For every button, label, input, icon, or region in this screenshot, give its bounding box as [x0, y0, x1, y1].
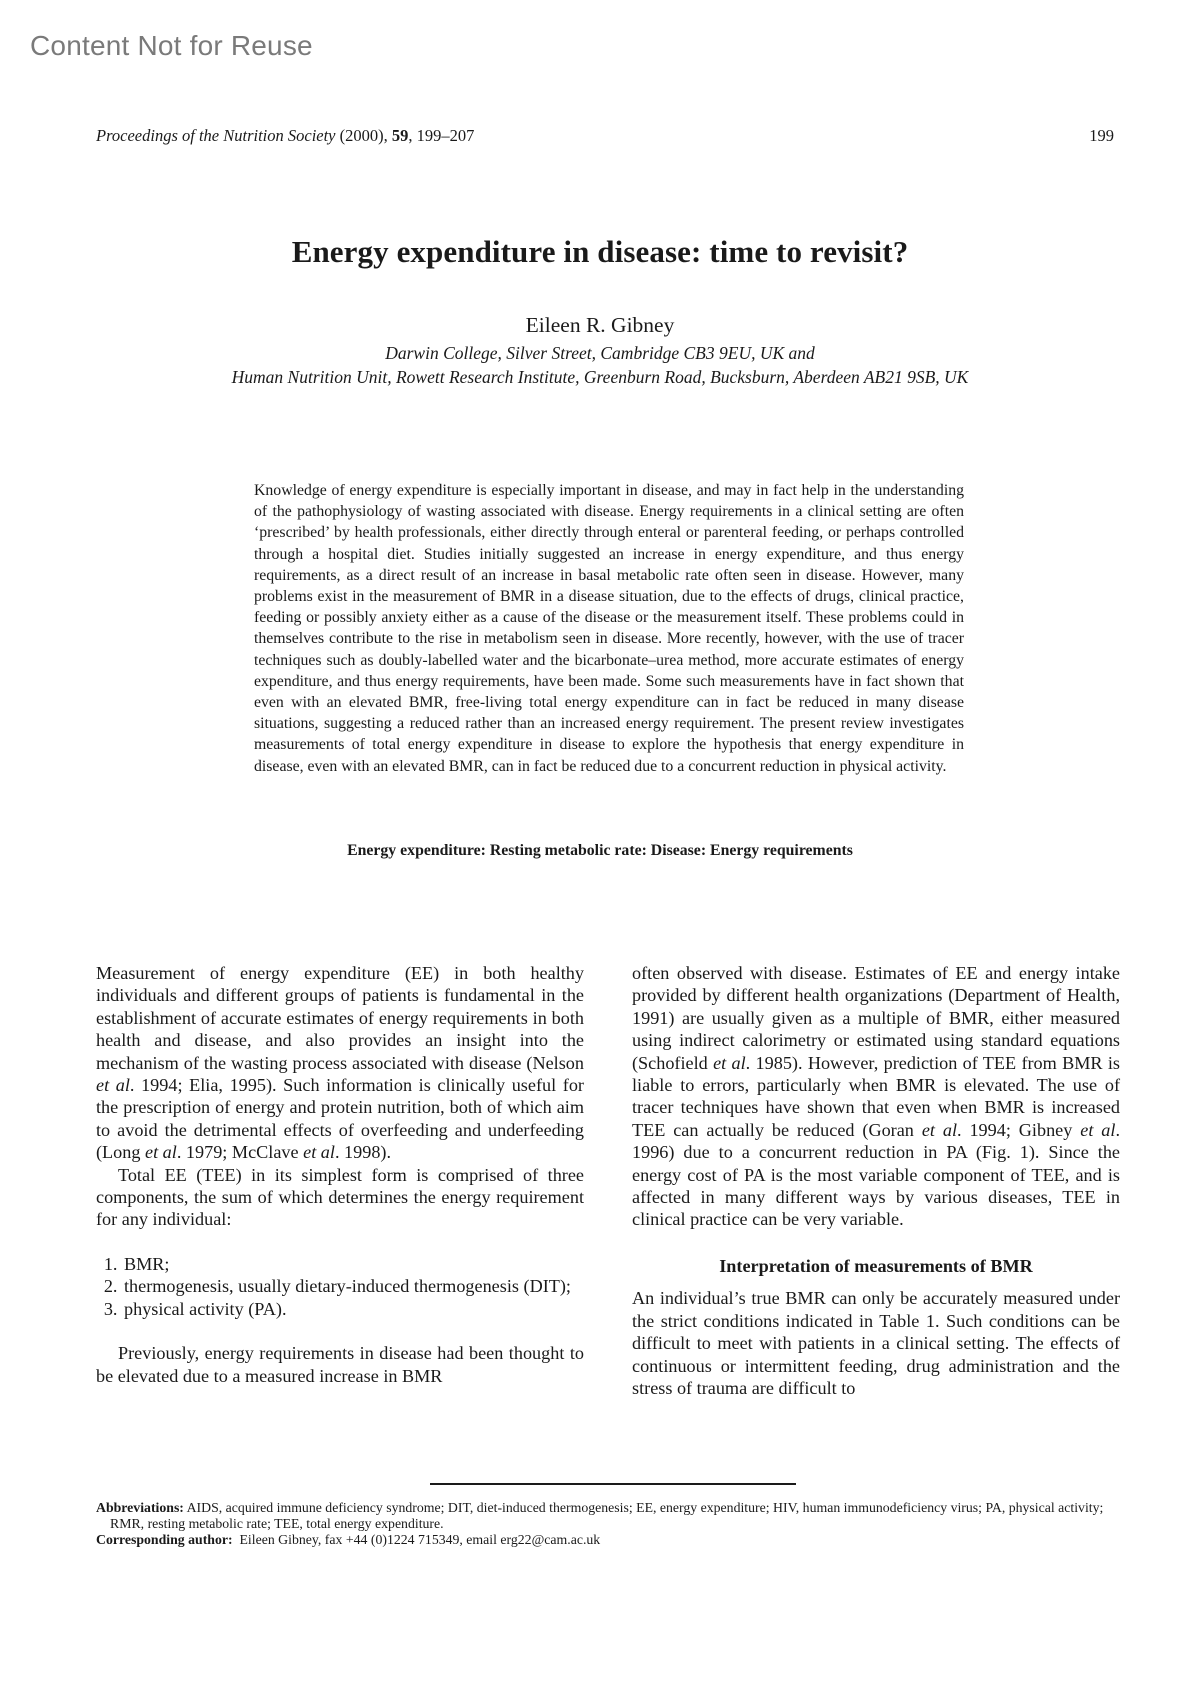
- abbreviations-label: Abbreviations:: [96, 1500, 184, 1515]
- paragraph: An individual’s true BMR can only be accurately measured under the strict conditions indicated in Table 1. Such conditions can be difficult to meet with patients in a clinical setting. The effects of continuous or intermittent feeding, drug administration and the stress of trauma are difficult to: [632, 1288, 1120, 1398]
- paragraph: Total EE (TEE) in its simplest form is comprised of three components, the sum of which determines the energy requirement for any individual:: [96, 1164, 584, 1230]
- section-heading: Interpretation of measurements of BMR: [719, 1255, 1033, 1276]
- corresponding-label: Corresponding author:: [96, 1532, 233, 1547]
- corresponding-text: Eileen Gibney, fax +44 (0)1224 715349, email erg22@cam.ac.uk: [232, 1532, 601, 1547]
- paragraph: [632, 962, 1120, 1231]
- affiliation-2: Human Nutrition Unit, Rowett Research Institute, Greenburn Road, Bucksburn, Aberdeen AB21 9SB, UK: [231, 367, 969, 387]
- article-title: Energy expenditure in disease: time to revisit?: [291, 234, 909, 269]
- affiliation-1: Darwin College, Silver Street, Cambridge CB3 9EU, UK and: [385, 343, 815, 363]
- paragraph: [96, 962, 584, 1164]
- footnotes: [96, 1500, 1120, 1548]
- text-run: . 1998).: [334, 1142, 392, 1163]
- journal-citation: [96, 126, 474, 146]
- footnote-divider: [430, 1483, 796, 1485]
- watermark: Content Not for Reuse: [30, 30, 313, 61]
- journal-volume: 59: [391, 126, 409, 145]
- text-run: often observed with disease. Estimates of EE and energy intake provided by different health organizations (Department of Health, 1991) are usually given as a multiple of BMR, either measured using indirect calorimetry or estimated using standard equations (Schofield: [632, 963, 1120, 1073]
- text-run-italic: et al: [145, 1142, 177, 1163]
- text-run: . 1996) due to a concurrent reduction in PA (Fig. 1). Since the energy cost of PA is the most variable component of TEE, and is affected in many different ways by various diseases, TEE in clinical practice can be very variable.: [632, 1119, 1120, 1230]
- text-run: . 1985). However, prediction of TEE from BMR is liable to errors, particularly when BMR is elevated. The use of tracer techniques have shown that even when BMR is increased TEE can actually be reduced (Goran: [632, 1052, 1120, 1140]
- text-run: . 1994; Gibney: [957, 1119, 1081, 1140]
- left-column: [96, 962, 584, 1387]
- list-item: 2. thermogenesis, usually dietary-induced thermogenesis (DIT);: [122, 1275, 584, 1297]
- running-head: [96, 126, 1114, 146]
- text-run-italic: et al: [1080, 1119, 1116, 1140]
- journal-year: (2000),: [339, 126, 392, 145]
- list-item: 1. BMR;: [122, 1253, 584, 1275]
- right-column: [632, 962, 1120, 1399]
- text-run-italic: et al: [713, 1052, 746, 1073]
- abbreviations-note: [96, 1500, 1120, 1532]
- text-run-italic: et al: [921, 1119, 957, 1140]
- text-run-italic: et al: [303, 1142, 335, 1163]
- keywords: Energy expenditure: Resting metabolic rate: Disease: Energy requirements: [347, 842, 853, 859]
- list-item: 3. physical activity (PA).: [122, 1298, 584, 1320]
- journal-pages: , 199–207: [408, 126, 475, 145]
- text-run-italic: et al: [96, 1075, 130, 1096]
- text-run: Measurement of energy expenditure (EE) in both healthy individuals and different groups of patients is fundamental in the establishment of accurate estimates of energy requirements in both health and disease, and also provides an insight into the mechanism of the wasting process associated with disease (Nelson: [96, 963, 584, 1073]
- text-run: . 1994; Elia, 1995). Such information is clinically useful for the prescription of energy and protein nutrition, both of which aim to avoid the detrimental effects of overfeeding and underfeeding (Long: [96, 1075, 584, 1163]
- journal-name: Proceedings of the Nutrition Society: [96, 126, 336, 145]
- components-list: [96, 1253, 584, 1320]
- corresponding-author-note: [96, 1532, 1120, 1548]
- author-name: Eileen R. Gibney: [525, 313, 675, 337]
- abstract: Knowledge of energy expenditure is especially important in disease, and may in fact help in the understanding of the pathophysiology of wasting associated with disease. Energy requirements in a clinical setting are often ‘prescribed’ by health professionals, either directly through enteral or parenteral feeding, or perhaps controlled through a hospital diet. Studies initially suggested an increase in energy expenditure, and thus energy requirements, as a direct result of an increase in basal metabolic rate often seen in disease. However, many problems exist in the measurement of BMR in a disease situation, due to the effects of drugs, clinical practice, feeding or possibly anxiety either as a cause of the disease or the measurement itself. These problems could in themselves contribute to the rise in metabolism seen in disease. More recently, however, with the use of tracer techniques such as doubly-labelled water and the bicarbonate–urea method, more accurate estimates of energy expenditure, and thus energy requirements, have been made. Some such measurements have in fact shown that even with an elevated BMR, free-living total energy expenditure can in fact be reduced in many disease situations, suggesting a reduced rather than an increased energy requirement. The present review investigates measurements of total energy expenditure in disease to explore the hypothesis that energy expenditure in disease, even with an elevated BMR, can in fact be reduced due to a concurrent reduction in physical activity.: [254, 482, 964, 775]
- abbreviations-text: AIDS, acquired immune deficiency syndrome; DIT, diet-induced thermogenesis; EE, energy expenditure; HIV, human immunodeficiency virus; PA, physical activity; RMR, resting metabolic rate; TEE, total energy expenditure.: [110, 1500, 1104, 1531]
- paragraph: Previously, energy requirements in disease had been thought to be elevated due to a measured increase in BMR: [96, 1343, 584, 1386]
- text-run: . 1979; McClave: [176, 1142, 304, 1163]
- page-number: 199: [1089, 126, 1114, 145]
